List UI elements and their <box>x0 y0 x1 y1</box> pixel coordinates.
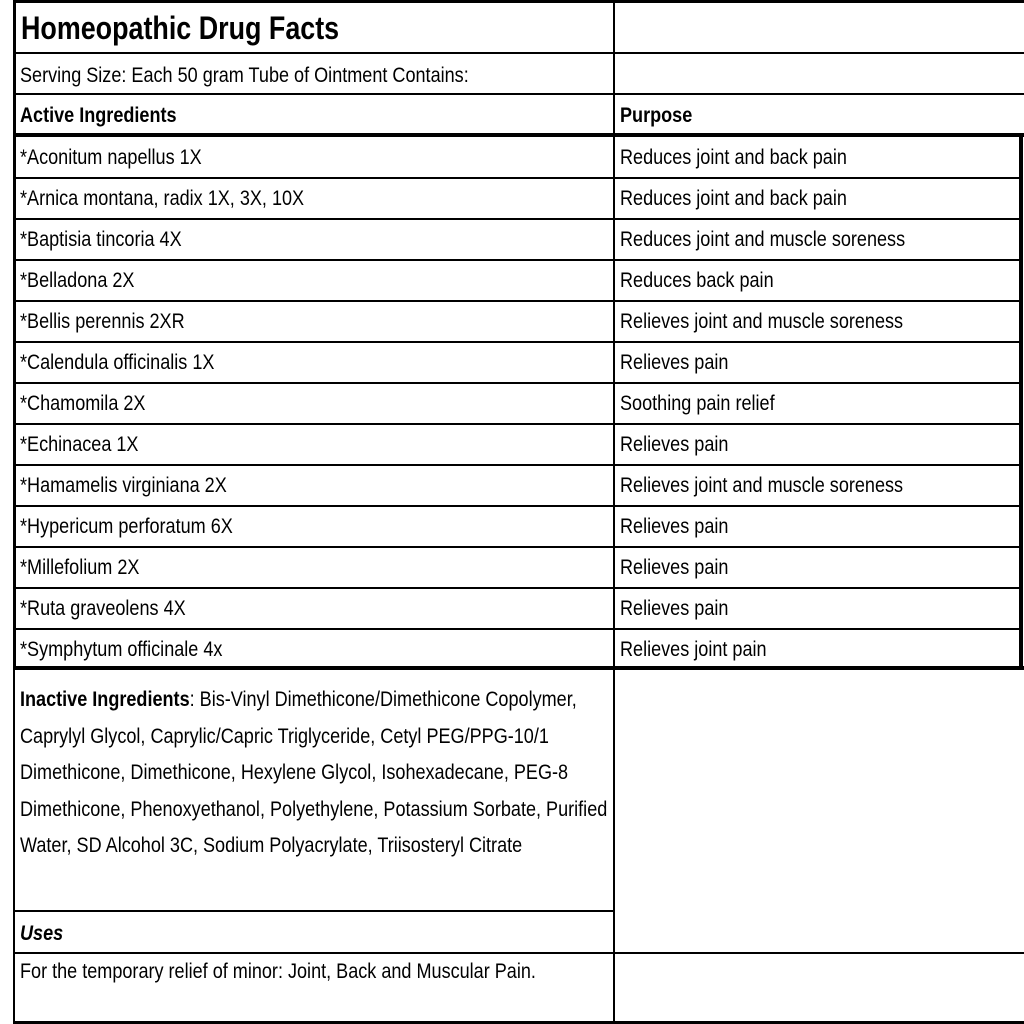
row-divider <box>13 218 1023 220</box>
purpose-cell: Relieves joint pain <box>620 638 767 661</box>
row-divider <box>13 587 1023 589</box>
purpose-cell: Relieves joint and muscle soreness <box>620 310 904 333</box>
purpose-cell: Reduces joint and muscle soreness <box>620 228 906 251</box>
active-ingredients-header: Active Ingredients <box>20 104 177 127</box>
row-divider <box>13 177 1023 179</box>
purpose-cell: Reduces joint and back pain <box>620 146 847 169</box>
row-divider <box>13 423 1023 425</box>
purpose-header: Purpose <box>620 104 693 127</box>
row-divider <box>13 464 1023 466</box>
ingredient-cell: *Hypericum perforatum 6X <box>20 515 233 538</box>
row-divider <box>13 259 1023 261</box>
purpose-cell: Relieves pain <box>620 556 729 579</box>
ingredient-cell: *Chamomila 2X <box>20 392 146 415</box>
purpose-cell: Relieves joint and muscle soreness <box>620 474 904 497</box>
purpose-cell: Relieves pain <box>620 351 729 374</box>
ingredient-cell: *Ruta graveolens 4X <box>20 597 186 620</box>
row-divider <box>13 546 1023 548</box>
purpose-cell: Reduces back pain <box>620 269 774 292</box>
uses-label: Uses <box>20 922 64 945</box>
ingredient-cell: *Symphytum officinale 4x <box>20 638 223 661</box>
ingredient-cell: *Bellis perennis 2XR <box>20 310 185 333</box>
row-divider <box>13 505 1023 507</box>
ingredient-cell: *Arnica montana, radix 1X, 3X, 10X <box>20 187 305 210</box>
ingredient-cell: *Belladona 2X <box>20 269 135 292</box>
row-divider <box>13 382 1023 384</box>
ingredient-cell: *Echinacea 1X <box>20 433 139 456</box>
purpose-cell: Reduces joint and back pain <box>620 187 847 210</box>
row-divider <box>13 341 1023 343</box>
row-divider <box>13 628 1023 630</box>
ingredient-cell: *Baptisia tincoria 4X <box>20 228 182 251</box>
row-divider <box>13 300 1023 302</box>
inactive-ingredients-label: Inactive Ingredients <box>20 688 190 711</box>
ingredient-cell: *Hamamelis virginiana 2X <box>20 474 227 497</box>
ingredient-cell: *Millefolium 2X <box>20 556 140 579</box>
purpose-cell: Soothing pain relief <box>620 392 775 415</box>
ingredient-cell: *Calendula officinalis 1X <box>20 351 215 374</box>
purpose-cell: Relieves pain <box>620 515 729 538</box>
serving-size: Serving Size: Each 50 gram Tube of Ointment Contains: <box>20 64 469 87</box>
inactive-ingredients-text: : Bis-Vinyl Dimethicone/Dimethicone Copolymer, Caprylyl Glycol, Caprylic/Capric Triglyceride, Cetyl PEG/PPG-10/1 Dimethicone, Dimethicone, Hexylene Glycol, Isohexadecane, PEG-8 Dimethicone, Phenoxyethanol, Polyethylene, Potassium Sorbate, Purified Water, SD Alcohol 3C, Sodium Polyacrylate, Triisosteryl Citrate <box>20 688 608 857</box>
ingredient-cell: *Aconitum napellus 1X <box>20 146 202 169</box>
purpose-cell: Relieves pain <box>620 597 729 620</box>
page-title: Homeopathic Drug Facts <box>21 10 340 46</box>
uses-text: For the temporary relief of minor: Joint, Back and Muscular Pain. <box>20 960 536 983</box>
inactive-ingredients <box>20 682 613 865</box>
purpose-cell: Relieves pain <box>620 433 729 456</box>
